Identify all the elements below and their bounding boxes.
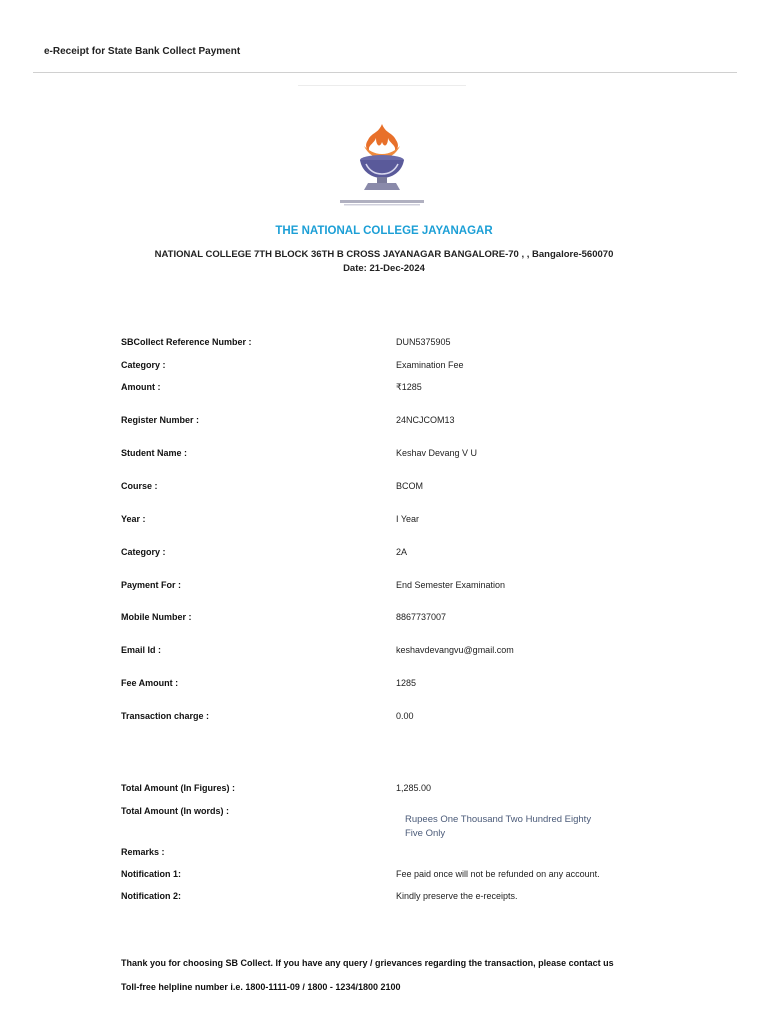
total-words-label: Total Amount (In words) :: [121, 806, 229, 816]
detail-label: SBCollect Reference Number :: [121, 337, 252, 347]
detail-label: Student Name :: [121, 448, 188, 458]
detail-value: End Semester Examination: [396, 580, 506, 590]
total-words-value: Rupees One Thousand Two Hundred Eighty Five Only: [405, 814, 592, 839]
detail-value: ₹1285: [396, 382, 422, 392]
detail-value: 2A: [396, 547, 408, 557]
page-header: e-Receipt for State Bank Collect Payment: [44, 46, 241, 57]
detail-label: Fee Amount :: [121, 678, 179, 688]
total-figures-label: Total Amount (In Figures) :: [121, 783, 235, 793]
notification-label: Notification 2:: [121, 891, 181, 901]
receipt-date: Date: 21-Dec-2024: [343, 263, 425, 274]
detail-label: Payment For :: [121, 580, 182, 590]
detail-value: Examination Fee: [396, 360, 464, 370]
header-divider: [33, 72, 737, 73]
email-value: keshavdevangvu@gmail.com: [396, 645, 514, 655]
detail-value: 24NCJCOM13: [396, 415, 455, 425]
detail-label: Register Number :: [121, 415, 200, 425]
detail-value: 0.00: [396, 711, 414, 721]
detail-label: Mobile Number :: [121, 612, 192, 622]
college-logo-icon: [334, 120, 430, 210]
total-figures-value: 1,285.00: [396, 783, 432, 793]
notification-value: Fee paid once will not be refunded on any account.: [396, 869, 600, 879]
remarks-label: Remarks :: [121, 847, 165, 857]
detail-label: Category :: [121, 547, 166, 557]
thanks-message: Thank you for choosing SB Collect. If you have any query / grievances regarding the transaction, please contact us: [121, 958, 614, 968]
detail-label: Year :: [121, 514, 146, 524]
detail-value: Keshav Devang V U: [396, 448, 478, 458]
detail-label: Amount :: [121, 382, 161, 392]
detail-label: Transaction charge :: [121, 711, 210, 721]
detail-value: I Year: [396, 514, 420, 524]
detail-value: 1285: [396, 678, 417, 688]
detail-value: DUN5375905: [396, 337, 451, 347]
helpline-text: Toll-free helpline number i.e. 1800-1111-09 / 1800 - 1234/1800 2100: [121, 982, 401, 992]
college-address: NATIONAL COLLEGE 7TH BLOCK 36TH B CROSS JAYANAGAR BANGALORE-70 , , Bangalore-560070: [154, 249, 614, 260]
detail-label: Course :: [121, 481, 158, 491]
notification-value: Kindly preserve the e-receipts.: [396, 891, 518, 901]
notification-label: Notification 1:: [121, 869, 181, 879]
detail-label: Email Id :: [121, 645, 162, 655]
college-name: THE NATIONAL COLLEGE JAYANAGAR: [275, 225, 493, 237]
faint-divider: [298, 85, 466, 86]
detail-value: BCOM: [396, 481, 423, 491]
detail-value: 8867737007: [396, 612, 447, 622]
detail-label: Category :: [121, 360, 166, 370]
